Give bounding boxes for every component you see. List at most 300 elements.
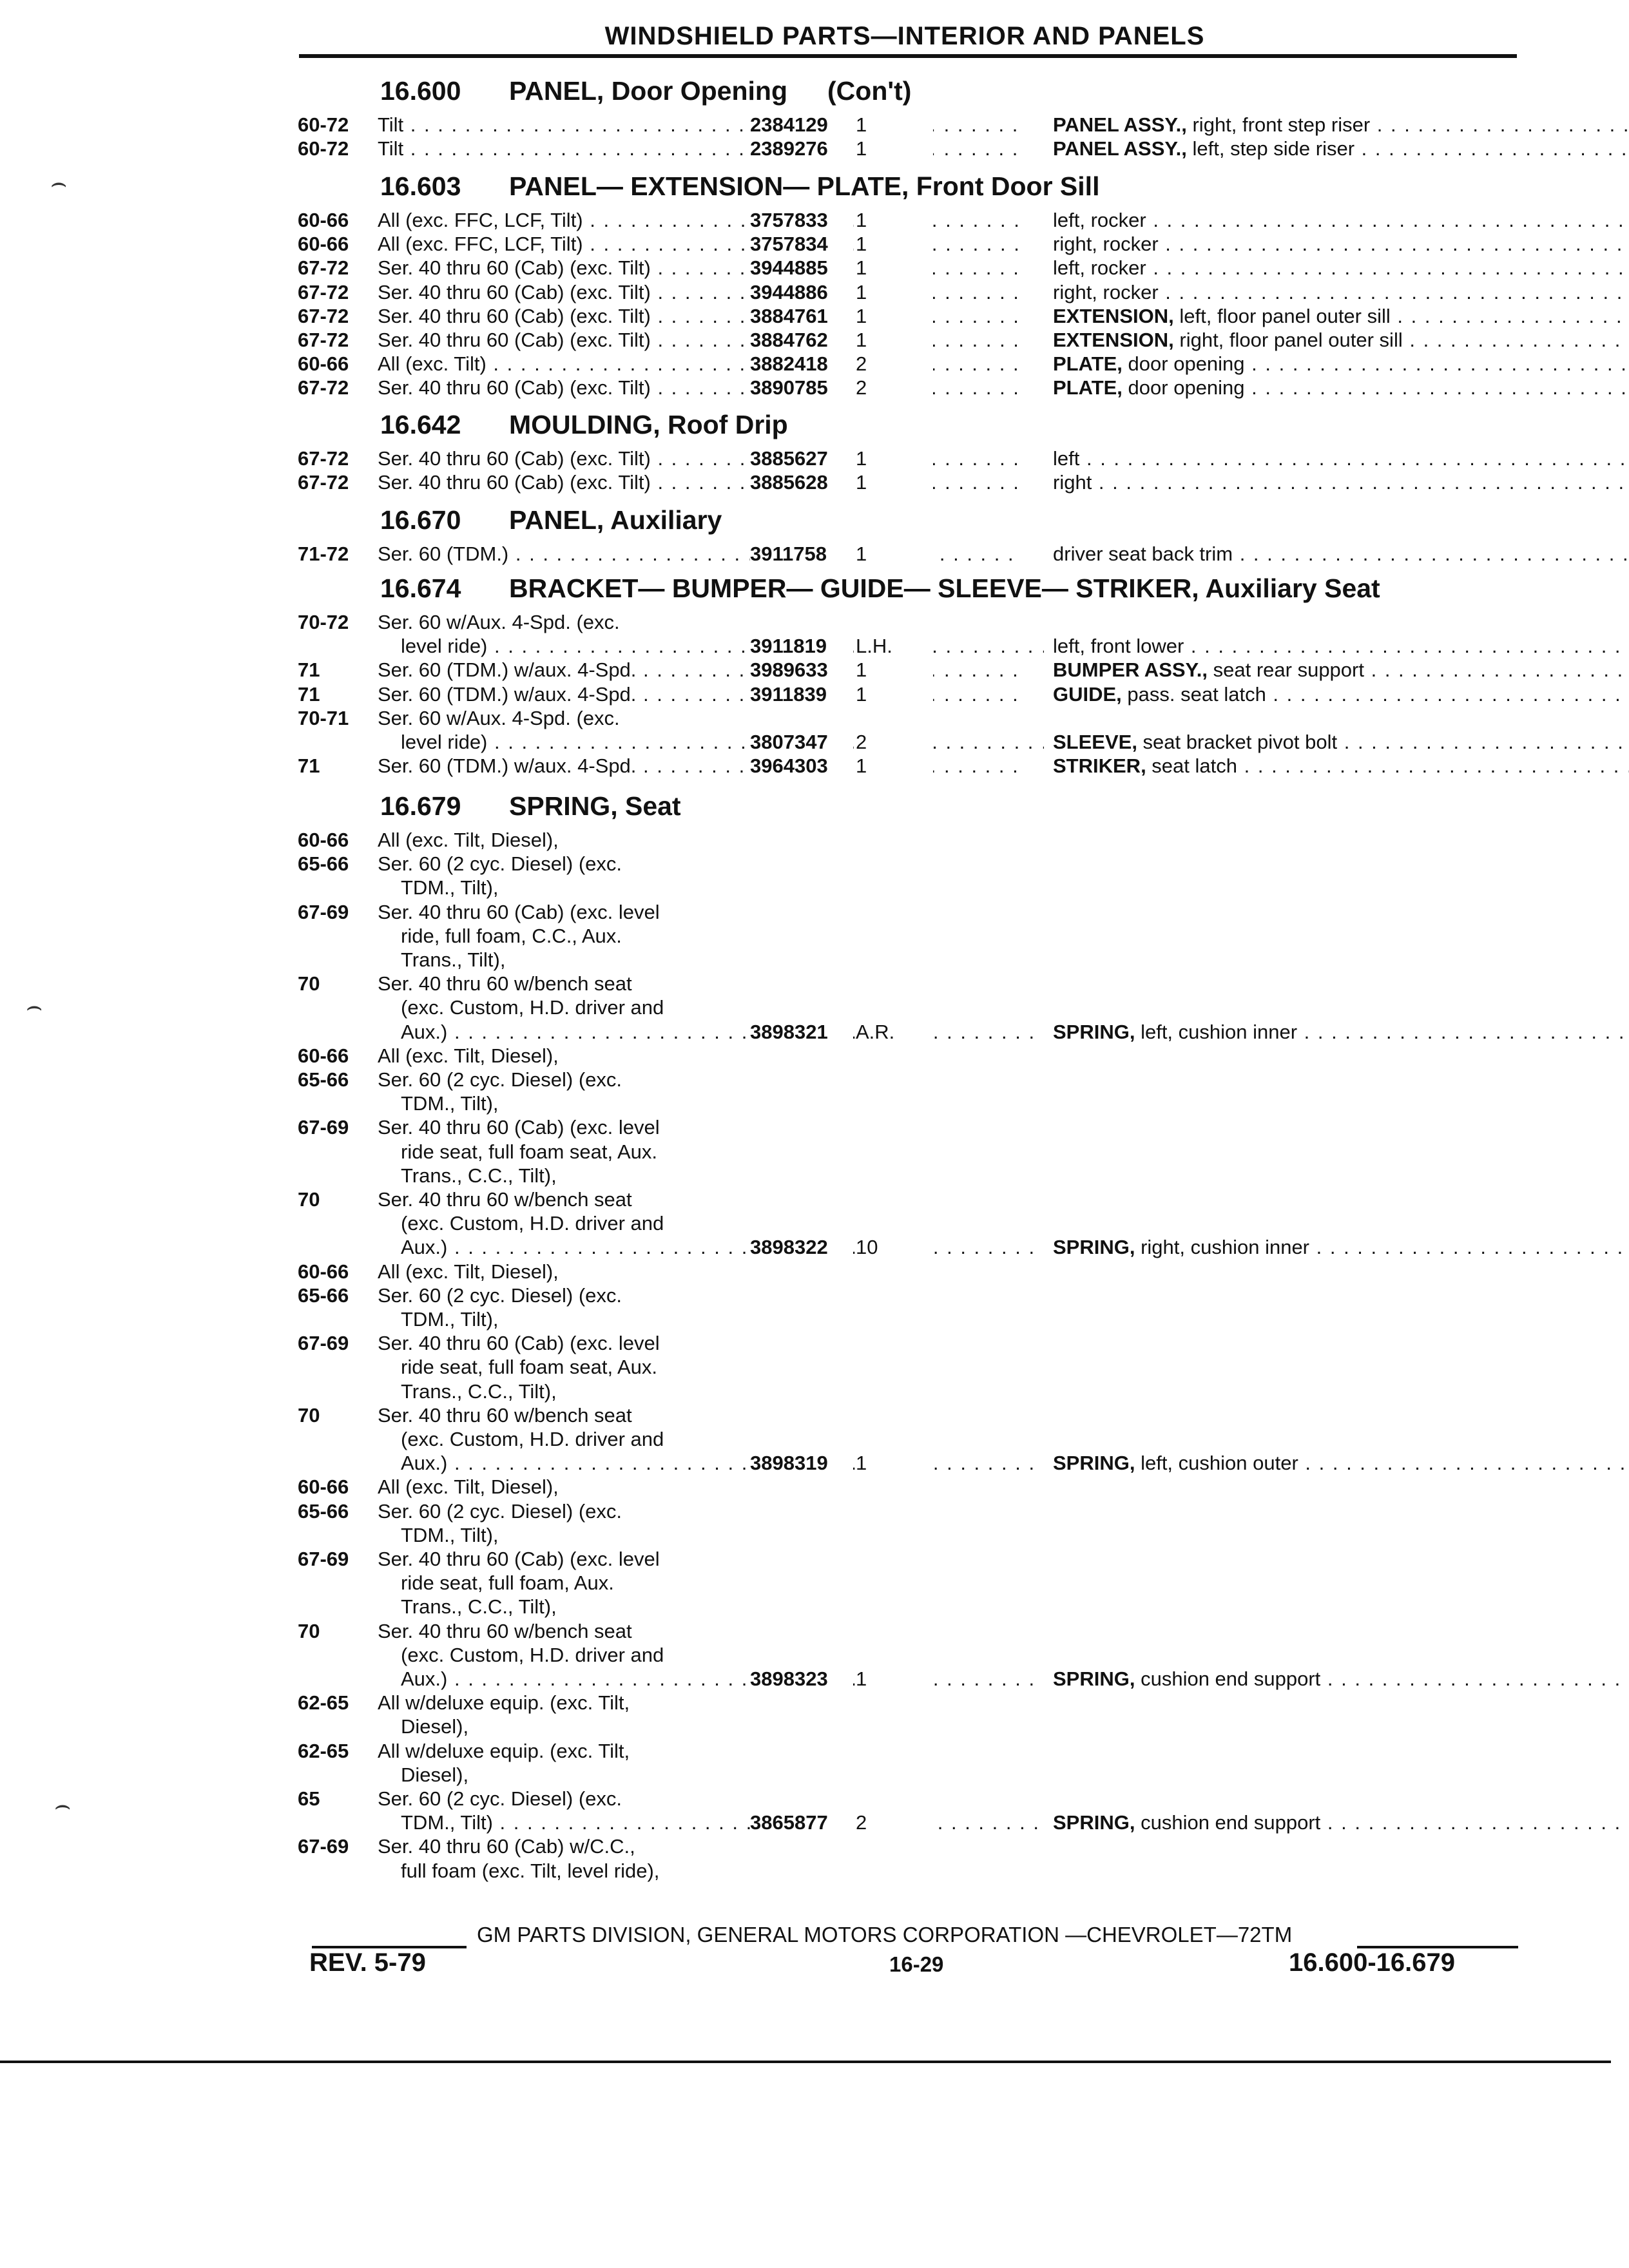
description-keyword: SPRING, xyxy=(1053,1811,1135,1834)
table-row xyxy=(298,1763,1522,1788)
description-text: right, floor panel outer sill xyxy=(1173,329,1403,351)
table-row xyxy=(298,1116,1522,1140)
model-years: 67-69 xyxy=(298,1548,349,1570)
section-number: 16.642 xyxy=(380,410,461,439)
part-description xyxy=(1053,305,1629,328)
description-text: left, floor panel outer sill xyxy=(1173,305,1391,327)
part-description xyxy=(1053,113,1629,137)
model-years: 60-66 xyxy=(298,829,349,851)
part-number: 3807347 xyxy=(750,731,853,754)
table-row xyxy=(298,731,1522,755)
description-text: driver seat back trim xyxy=(1053,543,1233,565)
section-title xyxy=(380,573,1380,604)
application-text: TDM., Tilt) . . . xyxy=(401,1811,1044,1834)
model-years: 67-72 xyxy=(298,447,349,470)
model-years: 71 xyxy=(298,754,320,777)
table-row xyxy=(298,754,1522,779)
section-name: PANEL, Auxiliary xyxy=(509,505,722,535)
description-keyword: EXTENSION, xyxy=(1053,305,1174,327)
table-row xyxy=(298,707,1522,731)
quantity: 1 xyxy=(856,113,933,137)
section-title xyxy=(380,505,722,535)
description-text: left, front lower xyxy=(1053,635,1184,657)
part-description xyxy=(1053,233,1629,256)
footer-corporation: GM PARTS DIVISION, GENERAL MOTORS CORPORATION —CHEVROLET—72TM xyxy=(477,1923,1293,1946)
table-row xyxy=(298,1740,1522,1764)
model-years: 71-72 xyxy=(298,543,349,565)
part-description xyxy=(1053,1811,1629,1834)
table-row xyxy=(298,1428,1522,1452)
application-text: Ser. 60 (2 cyc. Diesel) (exc. xyxy=(378,1284,622,1307)
part-number: 3898319 xyxy=(750,1452,853,1475)
description-keyword: SLEEVE, xyxy=(1053,731,1137,753)
section-name: PANEL— EXTENSION— PLATE, Front Door Sill xyxy=(509,171,1100,201)
table-row xyxy=(298,1260,1522,1285)
table-row xyxy=(298,447,1522,472)
model-years: 67-72 xyxy=(298,329,349,351)
description-text: left, step side riser xyxy=(1186,137,1355,160)
description-text: door opening xyxy=(1122,376,1245,399)
description-keyword: BUMPER ASSY., xyxy=(1053,658,1208,681)
quantity: 2 xyxy=(856,376,933,399)
description-text: left, rocker xyxy=(1053,256,1146,279)
application-text: Ser. 40 thru 60 (Cab) (exc. Tilt) . . . xyxy=(378,447,1021,470)
application-text: All (exc. Tilt) . . . xyxy=(378,352,1021,376)
application-text: All (exc. FFC, LCF, Tilt) . . . xyxy=(378,233,1021,256)
quantity: 1 xyxy=(856,233,933,256)
model-years: 67-69 xyxy=(298,1116,349,1139)
section-number: 16.600 xyxy=(380,76,461,106)
application-text: Ser. 40 thru 60 w/bench seat xyxy=(378,1404,632,1427)
quantity: 1 xyxy=(856,281,933,304)
application-text: Tilt . . . xyxy=(378,137,1021,160)
description-text: cushion end support xyxy=(1135,1667,1321,1690)
table-row xyxy=(298,1044,1522,1069)
model-years: 65-66 xyxy=(298,1500,349,1523)
section-name: SPRING, Seat xyxy=(509,791,681,821)
part-number: 3964303 xyxy=(750,754,853,778)
model-years: 67-72 xyxy=(298,376,349,399)
application-text: Tilt . . . xyxy=(378,113,1021,137)
part-description xyxy=(1053,731,1629,754)
table-row xyxy=(298,305,1522,329)
table-row xyxy=(298,543,1522,567)
quantity: L.H. xyxy=(856,635,933,658)
table-row xyxy=(298,1212,1522,1236)
description-text: right, rocker xyxy=(1053,233,1159,255)
table-row xyxy=(298,1140,1522,1165)
table-row xyxy=(298,209,1522,233)
quantity: 1 xyxy=(856,256,933,280)
model-years: 67-69 xyxy=(298,1332,349,1354)
part-description xyxy=(1053,256,1629,280)
application-text: Ser. 40 thru 60 (Cab) (exc. Tilt) . . . xyxy=(378,256,1021,280)
application-text: ride seat, full foam, Aux. xyxy=(401,1571,614,1594)
quantity: 1 xyxy=(856,658,933,682)
application-text: All w/deluxe equip. (exc. Tilt, xyxy=(378,1740,630,1762)
application-text: Trans., C.C., Tilt), xyxy=(401,1380,557,1403)
application-text: ride seat, full foam seat, Aux. xyxy=(401,1140,658,1163)
table-row xyxy=(298,1715,1522,1740)
application-text: Ser. 40 thru 60 (Cab) (exc. level xyxy=(378,1548,660,1570)
section-name: MOULDING, Roof Drip xyxy=(509,410,788,439)
description-text: right, front step riser xyxy=(1186,113,1371,136)
description-text: pass. seat latch xyxy=(1121,683,1266,706)
part-number: 2384129 xyxy=(750,113,853,137)
table-row xyxy=(298,1475,1522,1500)
model-years: 60-66 xyxy=(298,1475,349,1498)
section-number: 16.679 xyxy=(380,791,461,821)
application-text: Ser. 60 (2 cyc. Diesel) (exc. xyxy=(378,1500,622,1523)
table-row xyxy=(298,1595,1522,1620)
model-years: 65-66 xyxy=(298,852,349,875)
table-row xyxy=(298,635,1522,659)
application-text: Aux.) . . . xyxy=(401,1667,1044,1691)
application-text: Ser. 40 thru 60 (Cab) (exc. Tilt) . . . xyxy=(378,471,1021,494)
table-row xyxy=(298,1667,1522,1692)
table-row xyxy=(298,1380,1522,1405)
table-row xyxy=(298,1308,1522,1332)
model-years: 60-66 xyxy=(298,209,349,231)
quantity: 1 xyxy=(856,209,933,232)
part-description xyxy=(1053,683,1629,706)
model-years: 67-72 xyxy=(298,256,349,279)
description-text: seat bracket pivot bolt xyxy=(1137,731,1338,753)
table-row xyxy=(298,1811,1522,1836)
model-years: 65 xyxy=(298,1787,320,1810)
table-row xyxy=(298,471,1522,495)
part-number: 3898322 xyxy=(750,1236,853,1259)
model-years: 70 xyxy=(298,1404,320,1427)
table-row xyxy=(298,1332,1522,1356)
part-number: 3757834 xyxy=(750,233,853,256)
description-keyword: PLATE, xyxy=(1053,376,1123,399)
table-row xyxy=(298,901,1522,925)
model-years: 70 xyxy=(298,972,320,995)
quantity: 1 xyxy=(856,683,933,706)
description-keyword: PANEL ASSY., xyxy=(1053,113,1187,136)
application-text: TDM., Tilt), xyxy=(401,876,499,899)
section-suffix: (Con't) xyxy=(827,76,912,106)
table-row xyxy=(298,1092,1522,1117)
application-text: All w/deluxe equip. (exc. Tilt, xyxy=(378,1691,630,1714)
footer-revision: REV. 5-79 xyxy=(309,1948,426,1977)
quantity: 1 xyxy=(856,329,933,352)
description-text: left, cushion inner xyxy=(1135,1021,1298,1043)
application-text: Ser. 60 (TDM.) . . . xyxy=(378,543,1021,566)
application-text: Ser. 40 thru 60 w/bench seat xyxy=(378,1620,632,1642)
table-row xyxy=(298,329,1522,353)
model-years: 71 xyxy=(298,658,320,681)
section-number: 16.670 xyxy=(380,505,461,535)
table-row xyxy=(298,925,1522,949)
table-row xyxy=(298,1835,1522,1860)
section-title xyxy=(380,76,911,106)
model-years: 60-72 xyxy=(298,137,349,160)
application-text: Ser. 60 (TDM.) w/aux. 4-Spd. . . . xyxy=(378,658,1021,682)
application-text: Ser. 40 thru 60 w/bench seat xyxy=(378,972,632,995)
application-text: Aux.) . . . xyxy=(401,1452,1044,1475)
application-text: All (exc. Tilt, Diesel), xyxy=(378,1044,559,1067)
part-description xyxy=(1053,281,1629,304)
part-description xyxy=(1053,447,1629,470)
model-years: 67-69 xyxy=(298,1835,349,1858)
table-row xyxy=(298,1164,1522,1189)
application-text: TDM., Tilt), xyxy=(401,1308,499,1331)
bottom-rule xyxy=(0,2061,1611,2063)
description-keyword: STRIKER, xyxy=(1053,754,1146,777)
application-text: Trans., C.C., Tilt), xyxy=(401,1595,557,1618)
application-text: Ser. 40 thru 60 (Cab) w/C.C., xyxy=(378,1835,635,1858)
section-title xyxy=(380,171,1099,202)
table-row xyxy=(298,1500,1522,1524)
part-description xyxy=(1053,1667,1629,1691)
part-description xyxy=(1053,352,1629,376)
part-description xyxy=(1053,1236,1629,1259)
table-row xyxy=(298,233,1522,257)
hole-punch-mark: ⌢ xyxy=(50,169,68,197)
application-text: ride seat, full foam seat, Aux. xyxy=(401,1356,658,1378)
part-number: 3944885 xyxy=(750,256,853,280)
part-description xyxy=(1053,754,1629,778)
part-number: 3911839 xyxy=(750,683,853,706)
model-years: 67-72 xyxy=(298,471,349,494)
part-number: 3890785 xyxy=(750,376,853,399)
application-text: Ser. 40 thru 60 (Cab) (exc. Tilt) . . . xyxy=(378,329,1021,352)
description-text: right xyxy=(1053,471,1092,494)
table-row xyxy=(298,256,1522,281)
table-row xyxy=(298,852,1522,877)
part-number: 3885628 xyxy=(750,471,853,494)
application-text: Ser. 60 (2 cyc. Diesel) (exc. xyxy=(378,1068,622,1091)
model-years: 62-65 xyxy=(298,1691,349,1714)
table-row xyxy=(298,281,1522,305)
description-text: left, rocker xyxy=(1053,209,1146,231)
application-text: Aux.) . . . xyxy=(401,1236,1044,1259)
model-years: 60-66 xyxy=(298,352,349,375)
part-description xyxy=(1053,376,1629,399)
table-row xyxy=(298,376,1522,401)
section-title xyxy=(380,791,681,822)
application-text: Ser. 60 (TDM.) w/aux. 4-Spd. . . . xyxy=(378,683,1021,706)
application-text: full foam (exc. Tilt, level ride), xyxy=(401,1860,660,1882)
model-years: 60-66 xyxy=(298,233,349,255)
table-row xyxy=(298,1021,1522,1045)
part-number: 3757833 xyxy=(750,209,853,232)
description-text: left xyxy=(1053,447,1080,470)
model-years: 67-69 xyxy=(298,901,349,923)
quantity: 2 xyxy=(856,731,933,754)
table-row xyxy=(298,1452,1522,1476)
table-row xyxy=(298,683,1522,707)
quantity: 1 xyxy=(856,137,933,160)
quantity: 1 xyxy=(856,754,933,778)
part-description xyxy=(1053,1021,1629,1044)
table-row xyxy=(298,113,1522,138)
quantity: 1 xyxy=(856,305,933,328)
model-years: 71 xyxy=(298,683,320,706)
part-number: 3884761 xyxy=(750,305,853,328)
model-years: 60-66 xyxy=(298,1044,349,1067)
part-number: 3885627 xyxy=(750,447,853,470)
description-keyword: SPRING, xyxy=(1053,1452,1135,1474)
application-text: TDM., Tilt), xyxy=(401,1524,499,1546)
application-text: ride, full foam, C.C., Aux. xyxy=(401,925,622,947)
table-row xyxy=(298,1356,1522,1380)
application-text: Ser. 40 thru 60 (Cab) (exc. Tilt) . . . xyxy=(378,281,1021,304)
table-row xyxy=(298,1548,1522,1572)
table-row xyxy=(298,1524,1522,1548)
page-header: WINDSHIELD PARTS—INTERIOR AND PANELS xyxy=(604,22,1205,50)
description-text: right, cushion inner xyxy=(1135,1236,1310,1258)
application-text: Ser. 60 (2 cyc. Diesel) (exc. xyxy=(378,852,622,875)
application-text: All (exc. Tilt, Diesel), xyxy=(378,1260,559,1283)
table-row xyxy=(298,352,1522,377)
application-text: Ser. 60 w/Aux. 4-Spd. (exc. xyxy=(378,707,620,729)
application-text: (exc. Custom, H.D. driver and xyxy=(401,996,664,1019)
footer-section-range: 16.600-16.679 xyxy=(1289,1948,1456,1977)
part-description xyxy=(1053,658,1629,682)
part-number: 3884762 xyxy=(750,329,853,352)
application-text: Aux.) . . . xyxy=(401,1021,1044,1044)
footer-page-number: 16-29 xyxy=(889,1952,944,1976)
table-row xyxy=(298,829,1522,853)
description-keyword: SPRING, xyxy=(1053,1236,1135,1258)
application-text: Diesel), xyxy=(401,1763,469,1786)
application-text: Ser. 60 w/Aux. 4-Spd. (exc. xyxy=(378,611,620,633)
application-text: Ser. 40 thru 60 (Cab) (exc. Tilt) . . . xyxy=(378,305,1021,328)
table-row xyxy=(298,1284,1522,1309)
application-text: (exc. Custom, H.D. driver and xyxy=(401,1428,664,1450)
table-row xyxy=(298,137,1522,162)
description-keyword: GUIDE, xyxy=(1053,683,1122,706)
application-text: Trans., C.C., Tilt), xyxy=(401,1164,557,1187)
section-name: BRACKET— BUMPER— GUIDE— SLEEVE— STRIKER, Auxiliary Seat xyxy=(509,573,1380,603)
application-text: All (exc. Tilt, Diesel), xyxy=(378,829,559,851)
application-text: level ride) . . . xyxy=(401,731,1044,754)
table-row xyxy=(298,948,1522,973)
hole-punch-mark: ⌢ xyxy=(26,992,43,1021)
quantity: 1 xyxy=(856,1452,933,1475)
quantity: 1 xyxy=(856,1667,933,1691)
application-text: TDM., Tilt), xyxy=(401,1092,499,1115)
table-row xyxy=(298,658,1522,683)
description-text: seat latch xyxy=(1146,754,1237,777)
part-number: 3911758 xyxy=(750,543,853,566)
part-description xyxy=(1053,137,1629,160)
hole-punch-mark: ⌢ xyxy=(54,1791,72,1820)
description-text: door opening xyxy=(1122,352,1245,375)
model-years: 67-72 xyxy=(298,281,349,303)
model-years: 67-72 xyxy=(298,305,349,327)
part-description xyxy=(1053,543,1629,566)
table-row xyxy=(298,1691,1522,1716)
quantity: 1 xyxy=(856,447,933,470)
header-rule xyxy=(299,54,1517,58)
description-text: left, cushion outer xyxy=(1135,1452,1298,1474)
part-number: 2389276 xyxy=(750,137,853,160)
model-years: 70-72 xyxy=(298,611,349,633)
table-row xyxy=(298,996,1522,1021)
description-keyword: EXTENSION, xyxy=(1053,329,1174,351)
table-row xyxy=(298,1644,1522,1668)
part-description xyxy=(1053,471,1629,494)
description-keyword: SPRING, xyxy=(1053,1667,1135,1690)
description-text: seat rear support xyxy=(1208,658,1364,681)
application-text: (exc. Custom, H.D. driver and xyxy=(401,1212,664,1235)
section-number: 16.603 xyxy=(380,171,461,201)
model-years: 62-65 xyxy=(298,1740,349,1762)
model-years: 65-66 xyxy=(298,1068,349,1091)
application-text: Trans., Tilt), xyxy=(401,948,506,971)
part-description xyxy=(1053,635,1629,658)
application-text: Ser. 40 thru 60 w/bench seat xyxy=(378,1188,632,1211)
quantity: 1 xyxy=(856,471,933,494)
table-row xyxy=(298,1404,1522,1428)
table-row xyxy=(298,1571,1522,1596)
part-number: 3911819 xyxy=(750,635,853,658)
model-years: 65-66 xyxy=(298,1284,349,1307)
description-text: right, rocker xyxy=(1053,281,1159,303)
part-number: 3944886 xyxy=(750,281,853,304)
quantity: A.R. xyxy=(856,1021,933,1044)
model-years: 60-66 xyxy=(298,1260,349,1283)
table-row xyxy=(298,1620,1522,1644)
part-description xyxy=(1053,1452,1629,1475)
model-years: 70-71 xyxy=(298,707,349,729)
section-number: 16.674 xyxy=(380,573,461,603)
section-name: PANEL, Door Opening xyxy=(509,76,788,106)
application-text: Ser. 40 thru 60 (Cab) (exc. Tilt) . . . xyxy=(378,376,1021,399)
part-number: 3882418 xyxy=(750,352,853,376)
table-row xyxy=(298,1236,1522,1260)
part-number: 3898323 xyxy=(750,1667,853,1691)
description-keyword: PLATE, xyxy=(1053,352,1123,375)
table-row xyxy=(298,876,1522,901)
part-number: 3898321 xyxy=(750,1021,853,1044)
table-row xyxy=(298,1188,1522,1213)
model-years: 70 xyxy=(298,1188,320,1211)
quantity: 1 xyxy=(856,543,933,566)
part-number: 3865877 xyxy=(750,1811,853,1834)
application-text: Ser. 40 thru 60 (Cab) (exc. level xyxy=(378,1332,660,1354)
part-description xyxy=(1053,329,1629,352)
table-row xyxy=(298,1068,1522,1093)
table-row xyxy=(298,611,1522,635)
quantity: 2 xyxy=(856,1811,933,1834)
application-text: (exc. Custom, H.D. driver and xyxy=(401,1644,664,1666)
section-title xyxy=(380,410,788,440)
application-text: Ser. 60 (TDM.) w/aux. 4-Spd. . . . xyxy=(378,754,1021,778)
description-keyword: SPRING, xyxy=(1053,1021,1135,1043)
quantity: 2 xyxy=(856,352,933,376)
application-text: Ser. 60 (2 cyc. Diesel) (exc. xyxy=(378,1787,622,1810)
part-description xyxy=(1053,209,1629,232)
model-years: 60-72 xyxy=(298,113,349,136)
application-text: All (exc. FFC, LCF, Tilt) . . . xyxy=(378,209,1021,232)
application-text: Diesel), xyxy=(401,1715,469,1738)
application-text: All (exc. Tilt, Diesel), xyxy=(378,1475,559,1498)
table-row xyxy=(298,1860,1522,1884)
part-number: 3989633 xyxy=(750,658,853,682)
table-row xyxy=(298,1787,1522,1812)
quantity: 10 xyxy=(856,1236,933,1259)
model-years: 70 xyxy=(298,1620,320,1642)
application-text: Ser. 40 thru 60 (Cab) (exc. level xyxy=(378,901,660,923)
application-text: level ride) . . . xyxy=(401,635,1044,658)
application-text: Ser. 40 thru 60 (Cab) (exc. level xyxy=(378,1116,660,1139)
table-row xyxy=(298,972,1522,997)
